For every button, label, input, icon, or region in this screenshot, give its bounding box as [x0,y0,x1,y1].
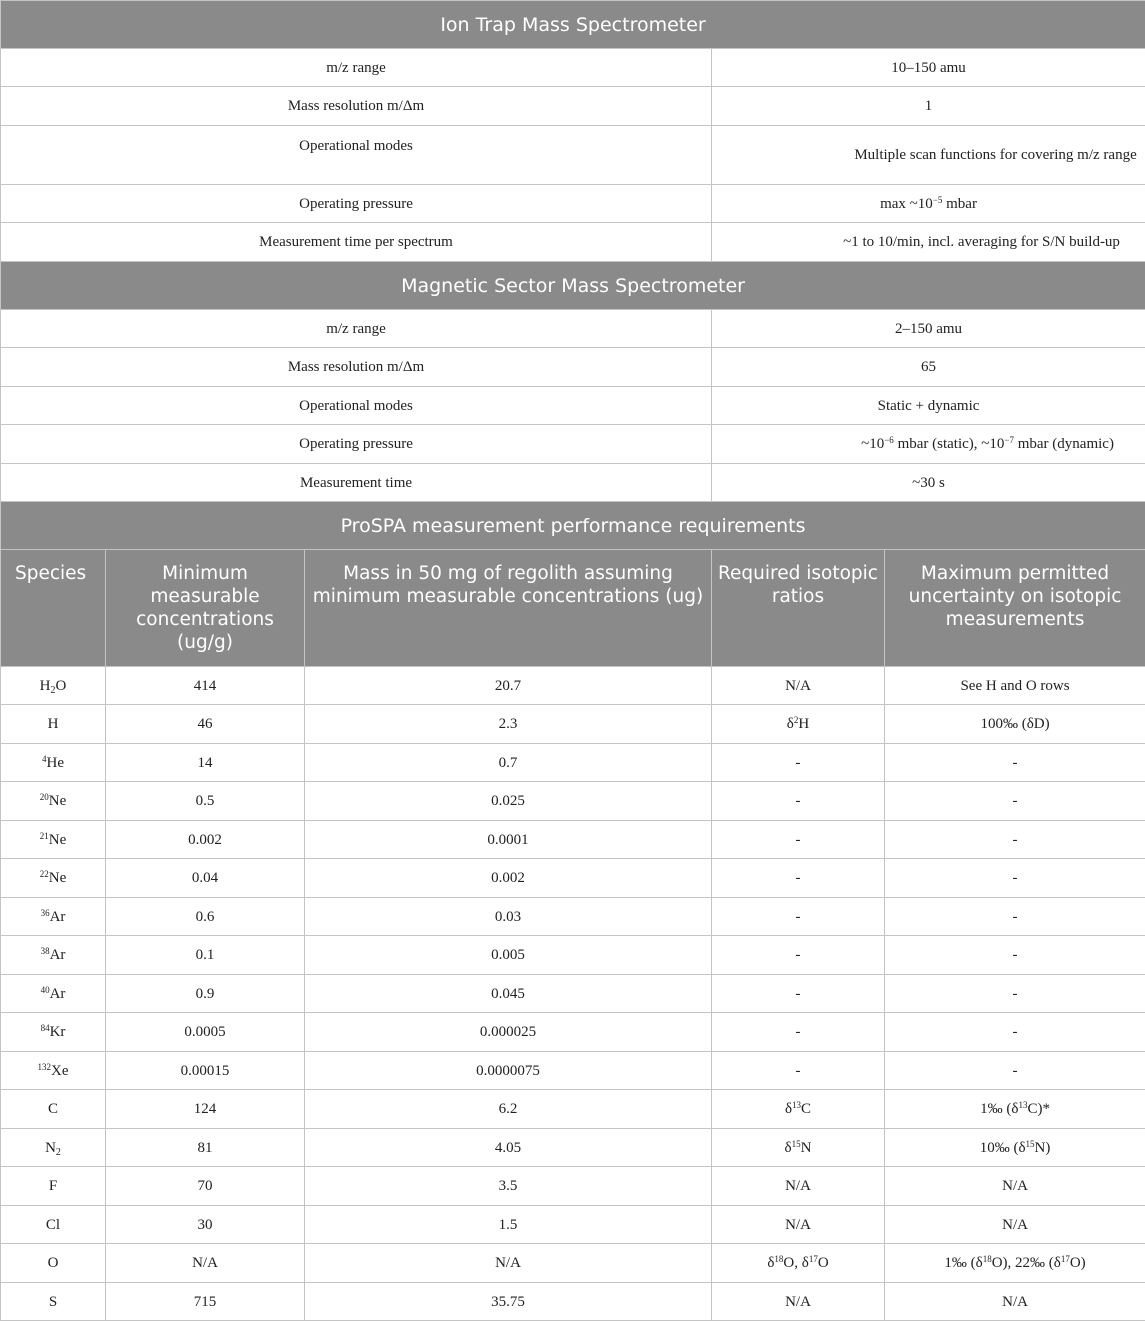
table-row [1,1013,1145,1052]
param-label: Operational modes [1,126,712,185]
mass-cell: 0.0000075 [305,1052,712,1090]
species-cell: $^{20}$Ne [1,782,106,821]
table-row [1,464,1145,502]
table-row [1,1206,1145,1244]
species-cell: $^{38}$Ar [1,936,106,975]
table-row [1,936,1145,975]
table-row [1,425,1145,464]
table-row [1,223,1145,262]
isotopic-ratio-cell: $\delta^{15}N$ [712,1129,885,1167]
isotopic-ratio-cell: N/A [712,1283,885,1321]
table-row [1,975,1145,1013]
mass-cell: 0.7 [305,744,712,782]
param-value [712,185,1145,223]
uncertainty-cell: - [885,782,1145,821]
param-label: Measurement time [1,464,712,502]
table-row [1,782,1145,821]
isotopic-ratio-cell: $\delta^{13}C$ [712,1090,885,1129]
species-cell: F [1,1167,106,1206]
table-row [1,1283,1145,1321]
uncertainty-cell: 100‰ (δD) [885,705,1145,744]
table-row [1,387,1145,425]
uncertainty-cell: 10‰ $(\delta^{15}N)$ [885,1129,1145,1167]
species-cell: $^{40}$Ar [1,975,106,1013]
uncertainty-cell: - [885,859,1145,898]
column-header-max-uncertainty: Maximum permitted uncertainty on isotopic measurements [885,550,1145,667]
min-concentration-cell: 414 [106,667,305,705]
table-row [1,87,1145,126]
value-text: mbar [942,196,977,212]
mass-cell: 0.000025 [305,1013,712,1052]
species-cell: H [1,705,106,744]
min-concentration-cell: 0.0005 [106,1013,305,1052]
param-label: Operational modes [1,387,712,425]
column-header-isotopic-ratios: Required isotopic ratios [712,550,885,667]
isotopic-ratio-cell: - [712,898,885,936]
species-cell: $N_2$ [1,1129,106,1167]
min-concentration-cell: 0.002 [106,821,305,859]
species-cell: S [1,1283,106,1321]
prospa-title: ProSPA measurement performance requirements [1,502,1145,550]
table-row [1,898,1145,936]
mass-cell: 35.75 [305,1283,712,1321]
param-label: Measurement time per spectrum [1,223,712,262]
species-cell: $^{132}$Xe [1,1052,106,1090]
min-concentration-cell: 0.00015 [106,1052,305,1090]
isotopic-ratio-cell: - [712,975,885,1013]
uncertainty-cell: N/A [885,1167,1145,1206]
section-header-prospa [1,502,1145,550]
value-text: mbar (dynamic) [1014,436,1114,452]
min-concentration-cell: 14 [106,744,305,782]
param-label: m/z range [1,310,712,348]
min-concentration-cell: 70 [106,1167,305,1206]
isotopic-ratio-cell: $\delta^2H$ [712,705,885,744]
param-value: ~1 to 10/min, incl. averaging for S/N build-up [712,223,1145,262]
min-concentration-cell: 81 [106,1129,305,1167]
table-row [1,859,1145,898]
column-header-min-concentration: Minimum measurable concentrations (ug/g) [106,550,305,667]
uncertainty-cell: - [885,821,1145,859]
param-value: 10–150 amu [712,49,1145,87]
magnetic-sector-title: Magnetic Sector Mass Spectrometer [1,262,1145,310]
mass-cell: 20.7 [305,667,712,705]
uncertainty-cell: - [885,936,1145,975]
mass-cell: 0.03 [305,898,712,936]
mass-cell: 0.0001 [305,821,712,859]
table-row [1,185,1145,223]
param-label: Mass resolution m/Δm [1,87,712,126]
ion-trap-title: Ion Trap Mass Spectrometer [1,1,1145,49]
isotopic-ratio-cell: N/A [712,1167,885,1206]
column-header-row [1,550,1145,667]
min-concentration-cell: 0.04 [106,859,305,898]
species-cell: Cl [1,1206,106,1244]
value-text: max ~10 [880,196,933,212]
uncertainty-cell: - [885,975,1145,1013]
mass-cell: 0.045 [305,975,712,1013]
isotopic-ratio-cell: - [712,782,885,821]
uncertainty-cell: - [885,898,1145,936]
value-text: mbar (static), ~10 [894,436,1005,452]
isotopic-ratio-cell: - [712,859,885,898]
table-row [1,744,1145,782]
mass-cell: 1.5 [305,1206,712,1244]
uncertainty-cell: - [885,1052,1145,1090]
uncertainty-cell: See H and O rows [885,667,1145,705]
isotopic-ratio-cell: N/A [712,667,885,705]
mass-cell: 6.2 [305,1090,712,1129]
table-row [1,310,1145,348]
min-concentration-cell: 124 [106,1090,305,1129]
param-value: ~30 s [712,464,1145,502]
table-row [1,1167,1145,1206]
mass-cell: 3.5 [305,1167,712,1206]
isotopic-ratio-cell: $\delta^{18}O$, $\delta^{17}O$ [712,1244,885,1283]
section-header-ion-trap [1,1,1145,49]
table-row [1,705,1145,744]
isotopic-ratio-cell: - [712,821,885,859]
species-cell: $^{21}$Ne [1,821,106,859]
mass-cell: 0.005 [305,936,712,975]
param-value: Multiple scan functions for covering m/z range [712,126,1145,185]
mass-cell: 4.05 [305,1129,712,1167]
isotopic-ratio-cell: - [712,1052,885,1090]
min-concentration-cell: 30 [106,1206,305,1244]
min-concentration-cell: 46 [106,705,305,744]
species-cell: $^{22}$Ne [1,859,106,898]
min-concentration-cell: N/A [106,1244,305,1283]
uncertainty-cell: 1‰ $(\delta^{13}C)*$ [885,1090,1145,1129]
species-cell: O [1,1244,106,1283]
param-value: 1 [712,87,1145,126]
table-row [1,667,1145,705]
param-label: Operating pressure [1,425,712,464]
species-cell: $^{84}$Kr [1,1013,106,1052]
table-row [1,1129,1145,1167]
param-value: 2–150 amu [712,310,1145,348]
table-row [1,1090,1145,1129]
species-cell: C [1,1090,106,1129]
isotopic-ratio-cell: - [712,936,885,975]
min-concentration-cell: 0.9 [106,975,305,1013]
section-header-magnetic-sector [1,262,1145,310]
exponent: −6 [884,435,894,445]
table-row [1,1052,1145,1090]
column-header-species: Species [1,550,106,667]
table-row [1,1244,1145,1283]
uncertainty-cell: N/A [885,1206,1145,1244]
param-value: Static + dynamic [712,387,1145,425]
isotopic-ratio-cell: N/A [712,1206,885,1244]
param-value: 65 [712,348,1145,387]
uncertainty-cell: 1‰ $(\delta^{18}O)$, 22‰ $(\delta^{17}O)$ [885,1244,1145,1283]
param-label: m/z range [1,49,712,87]
min-concentration-cell: 715 [106,1283,305,1321]
mass-cell: 2.3 [305,705,712,744]
min-concentration-cell: 0.6 [106,898,305,936]
value-text: ~10 [861,436,884,452]
mass-cell: 0.002 [305,859,712,898]
uncertainty-cell: N/A [885,1283,1145,1321]
param-value [712,425,1145,464]
min-concentration-cell: 0.5 [106,782,305,821]
param-label: Operating pressure [1,185,712,223]
param-label: Mass resolution m/Δm [1,348,712,387]
species-cell: $H_2O$ [1,667,106,705]
isotopic-ratio-cell: - [712,1013,885,1052]
table-row [1,126,1145,185]
species-cell: $^{36}$Ar [1,898,106,936]
isotopic-ratio-cell: - [712,744,885,782]
column-header-mass-in-regolith: Mass in 50 mg of regolith assuming minimum measurable concentrations (ug) [305,550,712,667]
min-concentration-cell: 0.1 [106,936,305,975]
mass-cell: 0.025 [305,782,712,821]
uncertainty-cell: - [885,744,1145,782]
exponent: −7 [1004,435,1014,445]
mass-cell: N/A [305,1244,712,1283]
exponent: −5 [933,195,943,205]
species-cell: $^4$He [1,744,106,782]
table-row [1,348,1145,387]
prospa-table-body [1,667,1145,1321]
table-row [1,821,1145,859]
uncertainty-cell: - [885,1013,1145,1052]
table-row [1,49,1145,87]
